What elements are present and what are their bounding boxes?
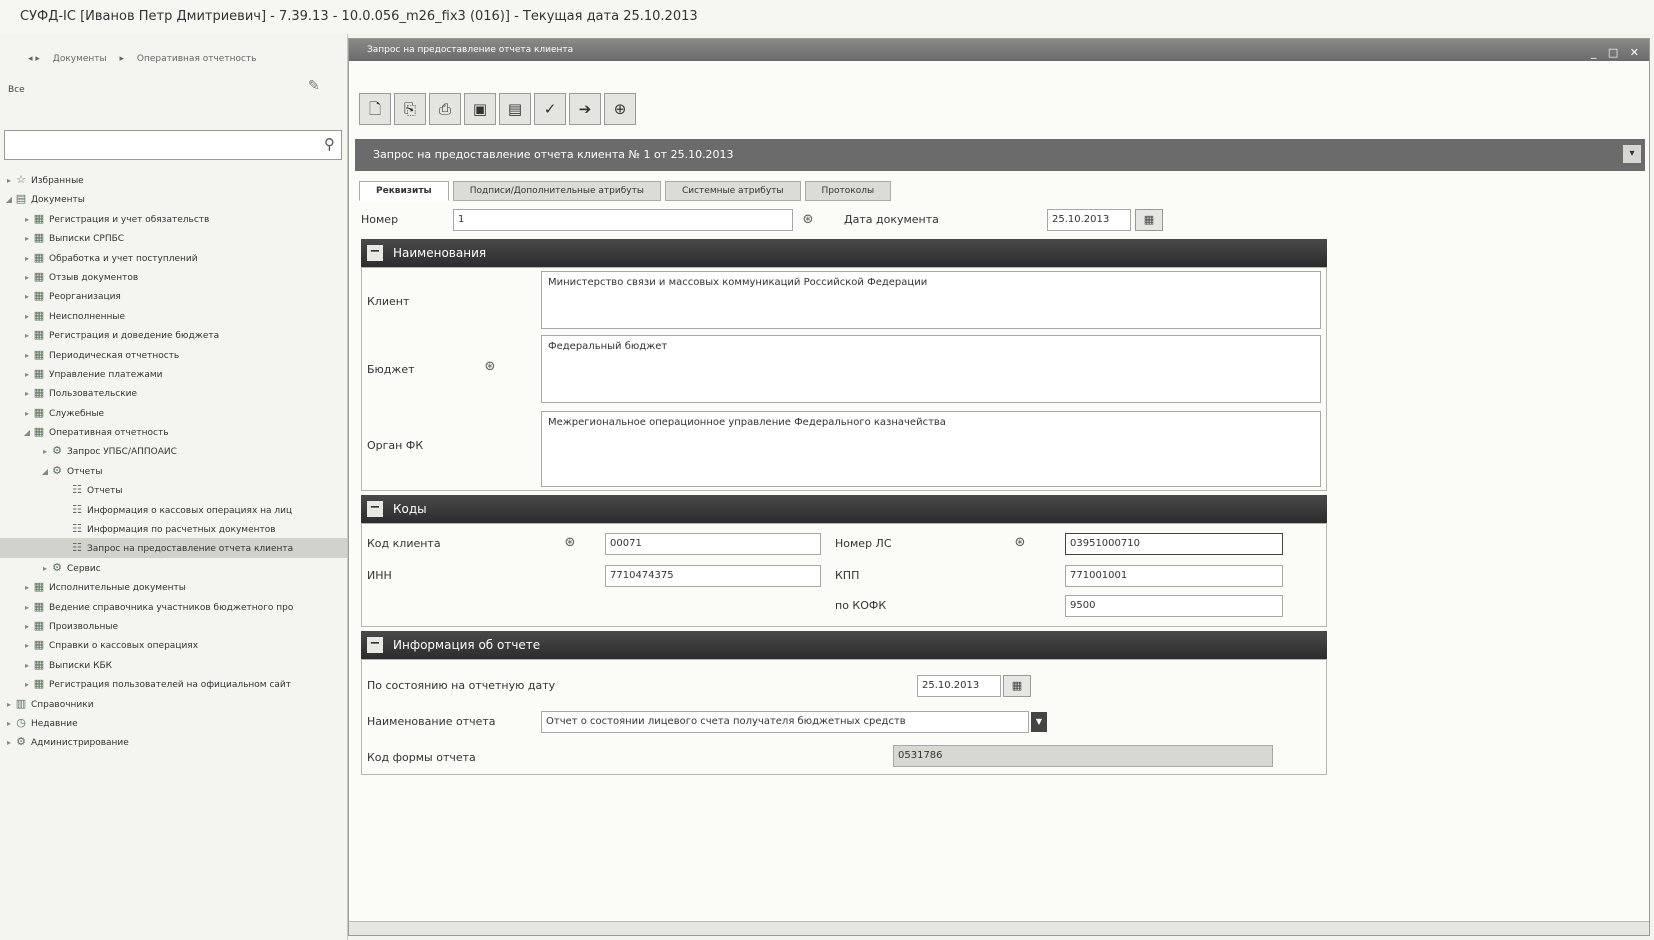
folder-icon: ▦ bbox=[33, 425, 45, 439]
tree-item[interactable]: ▸ ▦ Выписки КБК bbox=[0, 655, 348, 674]
report-name-label: Наименование отчета bbox=[367, 715, 496, 728]
save-close-icon[interactable]: ▤ bbox=[499, 93, 531, 125]
tree-item[interactable]: ▸ ▦ Регистрация пользователей на официальном сайт bbox=[0, 674, 348, 693]
edit-pencil-icon[interactable]: ✎ bbox=[308, 78, 320, 94]
kofk-label: по КОФК bbox=[835, 599, 887, 612]
expand-arrow-icon[interactable]: ▸ bbox=[24, 641, 29, 651]
tree-item[interactable]: ▸ ▦ Обработка и учет поступлений bbox=[0, 248, 348, 267]
report-info-section-title: Информация об отчете bbox=[393, 638, 541, 652]
admin-icon: ⚙ bbox=[16, 735, 26, 749]
document-header-title: Запрос на предоставление отчета клиента № 1 от 25.10.2013 bbox=[373, 148, 734, 161]
expand-arrow-icon[interactable]: ▸ bbox=[24, 660, 29, 670]
new-document-icon[interactable]: 🗋 bbox=[359, 93, 391, 125]
folder-icon: ▦ bbox=[33, 308, 45, 322]
kofk-field[interactable]: 9500 bbox=[1065, 595, 1283, 617]
expand-arrow-icon[interactable]: ▸ bbox=[24, 369, 29, 379]
form-code-field: 0531786 bbox=[893, 745, 1273, 767]
tree-item[interactable]: ◢ ▦ Оперативная отчетность bbox=[0, 422, 348, 441]
tab-signatures[interactable]: Подписи/Дополнительные атрибуты bbox=[453, 181, 661, 201]
gear-icon: ⚙ bbox=[52, 444, 62, 458]
client-code-field[interactable]: 00071 bbox=[605, 533, 821, 555]
client-label: Клиент bbox=[367, 295, 410, 308]
report-icon: ☷ bbox=[72, 483, 82, 497]
document-date-field[interactable]: 25.10.2013 bbox=[1047, 209, 1131, 231]
search-icon[interactable]: ⚲ bbox=[324, 135, 335, 153]
folder-icon: ▦ bbox=[33, 269, 45, 283]
tree-item[interactable]: ▸ ▦ Регистрация и доведение бюджета bbox=[0, 325, 348, 344]
expand-arrow-icon[interactable]: ▸ bbox=[42, 447, 47, 457]
breadcrumb-item[interactable]: Документы bbox=[52, 54, 107, 64]
expand-arrow-icon[interactable]: ▸ bbox=[24, 389, 29, 399]
tree-item[interactable]: ▸ ▦ Справки о кассовых операциях bbox=[0, 635, 348, 654]
tree-item[interactable]: ▸ ⚙ Запрос УПБС/АППОАИС bbox=[0, 441, 348, 460]
tree-item[interactable]: ▸ ▦ Исполнительные документы bbox=[0, 577, 348, 596]
filter-label[interactable]: Все bbox=[8, 85, 25, 95]
tree-item[interactable]: ▸ ▦ Регистрация и учет обязательств bbox=[0, 209, 348, 228]
expand-arrow-icon[interactable]: ▸ bbox=[24, 621, 29, 631]
expand-arrow-icon[interactable]: ▸ bbox=[6, 718, 11, 728]
expand-arrow-icon[interactable]: ▸ bbox=[24, 602, 29, 612]
breadcrumb-item[interactable]: Оперативная отчетность bbox=[136, 54, 257, 64]
tab-requisites[interactable]: Реквизиты bbox=[359, 181, 449, 201]
expand-arrow-icon[interactable]: ▸ bbox=[24, 272, 29, 282]
collapse-arrow-icon[interactable]: ◢ bbox=[5, 195, 13, 205]
toolbar bbox=[359, 93, 639, 133]
expand-arrow-icon[interactable]: ▸ bbox=[24, 214, 29, 224]
codes-section-header[interactable] bbox=[361, 495, 1327, 523]
collapse-minus-icon[interactable]: − bbox=[367, 245, 383, 261]
report-icon: ☷ bbox=[72, 541, 82, 555]
star-icon: ☆ bbox=[16, 173, 26, 186]
lookup-icon[interactable]: ⊛ bbox=[564, 535, 576, 550]
tree-item[interactable]: ▸ ▦ Неисполненные bbox=[0, 306, 348, 325]
tree-item[interactable]: ◢ ⚙ Отчеты bbox=[0, 461, 348, 480]
organ-fk-name-field[interactable]: Межрегиональное операционное управление Федерального казначейства bbox=[541, 411, 1321, 487]
navigation-panel bbox=[0, 34, 348, 940]
gear-icon: ⚙ bbox=[52, 463, 62, 477]
budget-label: Бюджет bbox=[367, 363, 415, 376]
tab-system-attributes[interactable]: Системные атрибуты bbox=[665, 181, 801, 201]
document-window-titlebar[interactable] bbox=[349, 39, 1649, 61]
codes-section-title: Коды bbox=[393, 502, 427, 516]
tree-item[interactable]: ▸ ☆ Избранные bbox=[0, 170, 348, 189]
tree-item[interactable]: ▸ ▦ Произвольные bbox=[0, 616, 348, 635]
names-section-header[interactable] bbox=[361, 239, 1327, 267]
send-arrow-icon[interactable]: ➔ bbox=[569, 93, 601, 125]
print-icon[interactable]: ⎙ bbox=[429, 93, 461, 125]
tree-item[interactable]: ▸ ▦ Ведение справочника участников бюджетного про bbox=[0, 597, 348, 616]
expand-arrow-icon[interactable]: ▸ bbox=[6, 176, 11, 185]
folder-icon: ▦ bbox=[33, 328, 45, 342]
folder-icon: ▦ bbox=[33, 677, 45, 691]
expand-arrow-icon[interactable]: ▸ bbox=[24, 583, 29, 593]
folder-icon: ▦ bbox=[33, 347, 45, 361]
folder-icon: ▦ bbox=[33, 250, 45, 264]
document-header bbox=[355, 139, 1645, 171]
organ-fk-label: Орган ФК bbox=[367, 439, 424, 452]
folder-icon: ▦ bbox=[33, 289, 45, 303]
inn-label: ИНН bbox=[367, 569, 392, 582]
document-date-label: Дата документа bbox=[844, 213, 939, 226]
report-icon: ☷ bbox=[72, 502, 82, 516]
number-label: Номер bbox=[361, 213, 399, 226]
tree-item[interactable]: ▸ ▦ Реорганизация bbox=[0, 286, 348, 305]
tree-item[interactable]: ▸ ⚙ Администрирование bbox=[0, 732, 348, 751]
tree-item[interactable]: ▸ ⚙ Сервис bbox=[0, 558, 348, 577]
navigation-tree bbox=[0, 170, 348, 752]
document-window bbox=[348, 38, 1650, 936]
number-field[interactable]: 1 bbox=[453, 209, 793, 231]
expand-arrow-icon[interactable]: ▸ bbox=[24, 292, 29, 302]
tab-strip bbox=[359, 181, 895, 203]
folder-icon: ▦ bbox=[33, 386, 45, 400]
tree-item[interactable]: ▸ ▦ Периодическая отчетность bbox=[0, 345, 348, 364]
report-date-label: По состоянию на отчетную дату bbox=[367, 679, 556, 692]
chevron-down-icon[interactable]: ▼ bbox=[1031, 712, 1047, 732]
expand-arrow-icon[interactable]: ▸ bbox=[24, 350, 29, 360]
folder-icon: ▦ bbox=[33, 366, 45, 380]
expand-arrow-icon[interactable]: ▸ bbox=[24, 253, 29, 263]
kpp-field[interactable]: 771001001 bbox=[1065, 565, 1283, 587]
tree-item[interactable]: ▸ ▥ Справочники bbox=[0, 694, 348, 713]
gear-icon: ⚙ bbox=[52, 560, 62, 574]
folder-icon: ▦ bbox=[33, 618, 45, 632]
collapse-icon[interactable]: ▾ bbox=[1623, 145, 1641, 163]
app-title: СУФД-ІС [Иванов Петр Дмитриевич] - 7.39.13 - 10.0.056_m26_fix3 (016)] - Текущая дата 25.10.2013 bbox=[0, 0, 1654, 34]
expand-arrow-icon[interactable]: ▸ bbox=[6, 738, 11, 748]
navigation-search-input[interactable] bbox=[4, 130, 342, 160]
collapse-minus-icon[interactable]: − bbox=[367, 637, 383, 653]
report-date-field[interactable]: 25.10.2013 bbox=[917, 675, 1001, 697]
budget-name-field[interactable]: Федеральный бюджет bbox=[541, 335, 1321, 403]
kpp-label: КПП bbox=[835, 569, 860, 582]
tree-item[interactable]: ▸ ◷ Недавние bbox=[0, 713, 348, 732]
tab-protocols[interactable]: Протоколы bbox=[805, 181, 892, 201]
folder-icon: ▦ bbox=[33, 638, 45, 652]
document-window-title: Запрос на предоставление отчета клиента bbox=[367, 45, 574, 55]
collapse-minus-icon[interactable]: − bbox=[367, 501, 383, 517]
back-arrow-icon[interactable]: ◂ ▸ bbox=[28, 54, 40, 64]
expand-arrow-icon[interactable]: ▸ bbox=[24, 234, 29, 244]
report-icon: ☷ bbox=[72, 522, 82, 536]
breadcrumb-separator-icon: ▸ bbox=[119, 54, 125, 64]
tree-item[interactable]: ▸ ▦ Пользовательские bbox=[0, 383, 348, 402]
expand-arrow-icon[interactable]: ▸ bbox=[24, 680, 29, 690]
report-name-select[interactable]: Отчет о состоянии лицевого счета получателя бюджетных средств bbox=[541, 711, 1029, 733]
tree-item[interactable]: ☷ Информация о кассовых операциях на лиц bbox=[0, 500, 348, 519]
report-info-section-header[interactable] bbox=[361, 631, 1327, 659]
tree-item[interactable]: ◢ ▤ Документы bbox=[0, 189, 348, 208]
expand-arrow-icon[interactable]: ▸ bbox=[42, 563, 47, 573]
check-icon[interactable]: ✓ bbox=[534, 93, 566, 125]
tree-item[interactable]: ▸ ▦ Выписки СРПБС bbox=[0, 228, 348, 247]
collapse-arrow-icon[interactable]: ◢ bbox=[23, 428, 31, 438]
calendar-icon[interactable]: ▦ bbox=[1135, 209, 1163, 231]
tree-item-selected[interactable]: ☷ Запрос на предоставление отчета клиента bbox=[0, 538, 348, 557]
lookup-icon[interactable]: ⊛ bbox=[484, 359, 496, 374]
window-controls[interactable]: _ □ ✕ bbox=[1590, 46, 1643, 59]
folder-icon: ▦ bbox=[33, 211, 45, 225]
folder-icon: ▦ bbox=[33, 231, 45, 245]
collapse-arrow-icon[interactable]: ◢ bbox=[41, 466, 49, 476]
names-section-title: Наименования bbox=[393, 246, 487, 260]
book-icon: ▥ bbox=[15, 696, 27, 710]
breadcrumb bbox=[0, 34, 347, 64]
attach-icon[interactable]: ⊕ bbox=[604, 93, 636, 125]
expand-arrow-icon[interactable]: ▸ bbox=[24, 311, 29, 321]
lookup-icon[interactable]: ⊛ bbox=[802, 212, 814, 227]
expand-arrow-icon[interactable]: ▸ bbox=[24, 331, 29, 341]
folder-icon: ▦ bbox=[33, 405, 45, 419]
lookup-icon[interactable]: ⊛ bbox=[1014, 535, 1026, 550]
recent-icon: ◷ bbox=[16, 715, 26, 729]
folder-icon: ▦ bbox=[33, 580, 45, 594]
horizontal-scrollbar[interactable] bbox=[349, 921, 1649, 935]
form-code-label: Код формы отчета bbox=[367, 751, 476, 764]
inn-field[interactable]: 7710474375 bbox=[605, 565, 821, 587]
calendar-icon[interactable]: ▦ bbox=[1003, 675, 1031, 697]
tree-item[interactable]: ▸ ▦ Отзыв документов bbox=[0, 267, 348, 286]
expand-arrow-icon[interactable]: ▸ bbox=[24, 408, 29, 418]
folder-icon: ▦ bbox=[33, 657, 45, 671]
copy-document-icon[interactable]: ⎘ bbox=[394, 93, 426, 125]
folder-icon: ▦ bbox=[33, 599, 45, 613]
tree-item[interactable]: ☷ Отчеты bbox=[0, 480, 348, 499]
tree-item[interactable]: ☷ Информация по расчетных документов bbox=[0, 519, 348, 538]
tree-item[interactable]: ▸ ▦ Служебные bbox=[0, 403, 348, 422]
expand-arrow-icon[interactable]: ▸ bbox=[6, 699, 11, 709]
account-number-label: Номер ЛС bbox=[835, 537, 892, 550]
client-name-field[interactable]: Министерство связи и массовых коммуникаций Российской Федерации bbox=[541, 271, 1321, 329]
tree-item[interactable]: ▸ ▦ Управление платежами bbox=[0, 364, 348, 383]
account-number-field[interactable]: 03951000710 bbox=[1065, 533, 1283, 555]
documents-icon: ▤ bbox=[15, 192, 27, 206]
save-icon[interactable]: ▣ bbox=[464, 93, 496, 125]
client-code-label: Код клиента bbox=[367, 537, 441, 550]
